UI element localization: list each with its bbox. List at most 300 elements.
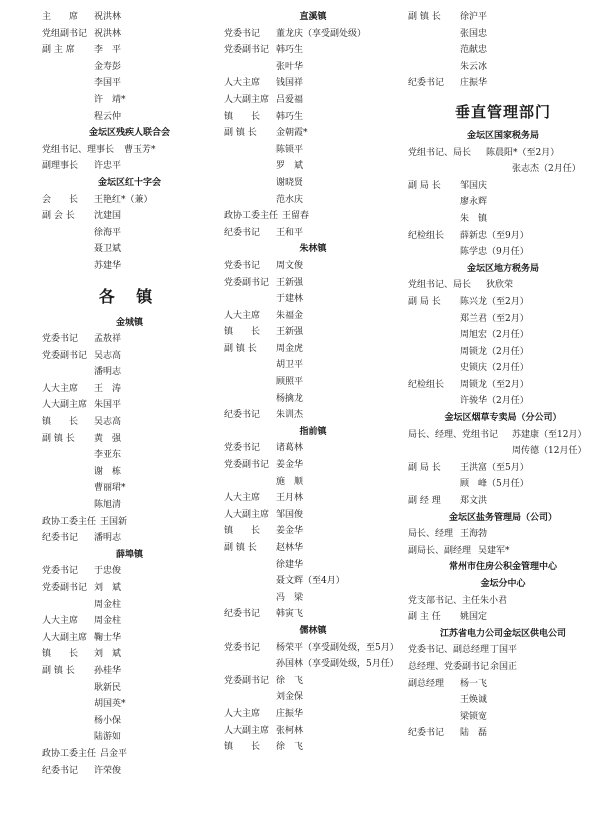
entry-row [408,294,598,311]
entry-row [42,26,217,43]
entry-row [408,75,598,92]
entry-row [42,514,217,531]
person-name: 张国忠 [460,28,488,39]
person-name: 范水庆 [276,194,304,205]
person-name: 余国正 [490,661,518,672]
entry-row [224,606,402,623]
position-label: 人大主席 [224,310,261,321]
entry-row [42,364,217,381]
person-name: 徐建华 [276,559,304,570]
position-label: 党委书记 [224,443,261,454]
entry-row [408,42,598,59]
section-heading: 朱林镇 [299,244,327,255]
person-name: 姜金华 [276,526,304,537]
entry-row [408,609,598,626]
entry-row [224,474,402,491]
person-name: 庄振华 [276,708,304,719]
person-name: 曹丽珺* [94,483,126,494]
entry-row [408,593,598,610]
position-label: 主 席 [42,12,79,22]
entry-row [408,476,598,493]
person-name: 周文俊 [276,260,304,271]
entry-row [408,543,598,560]
person-name: 韩寅飞 [276,609,304,620]
entry-row [42,158,217,175]
position-label: 党委书记、副总经理 [408,645,490,656]
section-heading: 金坛区红十字会 [97,177,161,188]
position-label: 副 主 席 [42,45,75,56]
entry-row [224,590,402,607]
entry-row [224,275,402,292]
entry-row [408,327,598,344]
entry-row [42,630,217,647]
entry-row [224,357,402,374]
person-name: 李亚东 [94,450,122,461]
entry-row [224,573,402,590]
position-label: 局长、经理、党组书记 [408,429,499,440]
position-label: 党委书记 [224,260,261,271]
person-name: 朱福金 [276,310,304,321]
person-name: 许 靖* [94,94,126,105]
person-name: 杨小保 [94,715,122,726]
person-name: 周锁龙（2月任） [460,346,529,357]
person-name: 刘 斌 [94,649,122,660]
person-name: 范献忠 [460,45,488,56]
entry-row [408,311,598,328]
entry-row [42,646,217,663]
person-name: 丁国平 [490,645,518,656]
person-name: 史锁庆（2月任） [460,363,529,374]
person-name: 罗 斌 [276,161,304,172]
person-name: 邹国庆 [460,180,488,191]
position-label: 纪委书记 [224,609,261,620]
entry-row [224,656,402,673]
entry-row [224,640,402,657]
person-name: 许骏华（2月任） [460,396,529,407]
entry-row [42,92,217,109]
section-heading: 金坛区地方税务局 [466,263,539,274]
entry-row [42,109,217,126]
entry-row [408,427,598,444]
person-name: 周金柱 [94,616,122,627]
position-label: 副 镇 长 [408,12,441,22]
person-name: 吕爱福 [276,94,304,105]
position-label: 政协工委主任 [224,211,279,222]
entry-row [408,493,598,510]
position-label: 副 会 长 [42,211,75,222]
entry-row [42,59,217,76]
position-label: 人大主席 [224,493,261,504]
entry-row [408,228,598,245]
entry-row [408,659,598,676]
person-name: 姜金华 [276,460,304,471]
person-name: 聂卫斌 [94,244,122,255]
entry-row [224,208,402,225]
entry-row [224,92,402,109]
person-name: 聂文辉（至4月） [276,576,345,587]
person-name: 杨一飞 [460,678,488,689]
section-heading: 金坛分中心 [480,579,526,589]
section-heading: 指前镇 [299,426,327,437]
entry-row [42,447,217,464]
person-name: 张志杰（2月任） [512,164,581,175]
position-label: 副局长、副经理 [408,545,472,556]
person-name: 潘明志 [94,367,122,378]
entry-row [224,391,402,408]
position-label: 总经理、党委副书记 [408,661,490,672]
position-label: 党委副书记 [224,277,270,288]
person-name: 陈学忠（9月任） [460,247,529,258]
entry-row [224,75,402,92]
person-name: 韩巧生 [276,45,304,56]
position-label: 副 主 任 [408,612,441,623]
person-name: 朱小君 [480,595,508,606]
person-name: 黄 强 [94,433,122,444]
person-name: 王洪富（至5月） [460,462,529,473]
person-name: 潘明志 [94,533,122,544]
position-label: 党组副书记 [42,28,88,39]
person-name: 庄振华 [460,78,488,89]
entry-row [408,344,598,361]
person-name: 朱国平 [94,400,122,411]
position-label: 党委书记 [42,566,79,577]
entry-row [224,42,402,59]
entry-row [224,308,402,325]
entry-row [224,689,402,706]
entry-row [42,397,217,414]
entry-row [408,161,598,178]
person-name: 刘金保 [276,692,304,703]
entry-row [224,457,402,474]
person-name: 顾照平 [276,377,304,388]
entry-row [42,763,217,780]
entry-row [42,9,217,26]
section-heading: 儒林镇 [299,625,327,636]
column-middle [224,9,402,756]
entry-row [42,381,217,398]
person-name: 施 顺 [276,476,304,487]
entry-row [408,360,598,377]
entry-row [42,348,217,365]
person-name: 周金虎 [276,343,304,354]
position-label: 党委书记 [224,642,261,653]
person-name: 朱 镇 [460,213,488,224]
position-label: 副理事长 [42,161,79,172]
position-label: 人大主席 [42,616,79,627]
person-name: 谢 栋 [94,466,122,477]
person-name: 曹玉芳* [124,144,156,155]
position-label: 党委副书记 [224,460,270,471]
person-name: 钱国祥 [276,78,304,89]
position-label: 副 镇 长 [42,665,75,676]
entry-row [224,109,402,126]
entry-row [224,507,402,524]
entry-row [408,443,598,460]
major-section-title: 各 镇 [98,286,161,306]
position-label: 副 局 长 [408,180,441,191]
position-label: 副总经理 [408,678,445,689]
person-name: 程云仲 [94,111,122,122]
position-label: 人大副主席 [224,94,270,105]
position-label: 纪委书记 [42,765,79,776]
person-name: 赵林华 [276,543,304,553]
entry-row [42,75,217,92]
position-label: 党委副书记 [42,583,88,593]
entry-row [42,258,217,275]
position-label: 党组书记、局长 [408,280,472,291]
person-name: 徐沪平 [460,12,488,22]
person-name: 鞠士华 [94,632,122,643]
entry-row [42,225,217,242]
person-name: 吴建军* [478,545,510,556]
person-name: 姚国定 [460,612,488,623]
entry-row [42,680,217,697]
entry-row [408,59,598,76]
position-label: 纪检组长 [408,230,445,241]
position-label: 政协工委主任 [42,748,97,759]
person-name: 王 涛 [94,383,122,394]
entry-row [408,277,598,294]
entry-row [42,431,217,448]
entry-row [42,208,217,225]
person-name: 许荣俊 [94,765,122,776]
person-name: 孙国林（享受副处级，5月任） [276,659,399,670]
column-right [408,9,598,742]
person-name: 李国平 [94,78,122,89]
person-name: 郑文洪 [460,496,488,507]
column-left [42,9,217,779]
person-name: 周金柱 [94,599,122,610]
person-name: 王留春 [282,211,310,222]
section-heading: 薛埠镇 [115,549,143,560]
position-label: 局长、经理 [408,529,454,540]
person-name: 顾 峰（5月任） [460,479,529,490]
person-name: 陆游如 [94,732,122,743]
person-name: 胡卫平 [276,360,304,371]
person-name: 许忠平 [94,161,122,172]
position-label: 党委书记 [224,28,261,39]
position-label: 镇 长 [224,111,261,122]
position-label: 党委书记 [42,334,79,345]
person-name: 吕金平 [100,748,128,759]
entry-row [408,26,598,43]
person-name: 徐海平 [94,227,122,238]
position-label: 纪检组长 [408,379,445,390]
position-label: 人大副主席 [42,632,88,643]
section-heading: 金坛区烟草专卖局（分公司） [444,413,562,424]
person-name: 孙桂华 [94,665,122,676]
position-label: 党委副书记 [224,45,270,56]
position-label: 副 经 理 [408,496,441,507]
person-name: 苏建华 [94,260,122,271]
person-name: 廖永辉 [460,197,488,208]
entry-row [224,142,402,159]
entry-row [42,464,217,481]
entry-row [42,613,217,630]
person-name: 金寿彭 [94,61,122,72]
person-name: 邹国俊 [276,509,304,520]
entry-row [224,291,402,308]
person-name: 朱训杰 [276,410,304,421]
person-name: 谢晓贤 [276,177,304,188]
entry-row [224,440,402,457]
entry-row [224,125,402,142]
position-label: 纪委书记 [224,227,261,238]
position-label: 党组书记、局长 [408,147,472,158]
entry-row [224,324,402,341]
person-name: 沈建国 [94,211,122,222]
person-name: 王海勃 [460,529,488,540]
entry-row [224,341,402,358]
section-heading: 江苏省电力公司金坛区供电公司 [439,628,566,639]
entry-row [224,673,402,690]
entry-row [224,374,402,391]
entry-row [42,597,217,614]
entry-row [408,692,598,709]
entry-row [224,225,402,242]
entry-row [408,460,598,477]
position-label: 副 镇 长 [224,128,257,139]
position-label: 纪委书记 [408,728,445,739]
entry-row [42,142,217,159]
entry-row [42,192,217,209]
position-label: 镇 长 [224,742,261,753]
person-name: 刘 斌 [94,583,122,593]
person-name: 陆 磊 [460,728,488,739]
entry-row [224,523,402,540]
entry-row [224,407,402,424]
person-name: 郑兰君（至2月） [460,313,529,324]
position-label: 纪委书记 [408,78,445,89]
position-label: 人大主席 [42,383,79,394]
entry-row [224,192,402,209]
entry-row [408,642,598,659]
position-label: 人大主席 [224,78,261,89]
person-name: 王新强 [276,327,304,338]
entry-row [224,557,402,574]
person-name: 李 平 [94,45,122,56]
person-name: 徐 飞 [276,675,304,686]
entry-row [408,526,598,543]
section-heading: 常州市住房公积金管理中心 [448,562,557,573]
entry-row [42,241,217,258]
entry-row [42,713,217,730]
person-name: 韩巧生 [276,111,304,122]
position-label: 镇 长 [42,649,79,660]
entry-row [408,709,598,726]
position-label: 人大副主席 [224,509,270,520]
position-label: 副 局 长 [408,296,441,307]
position-label: 副 镇 长 [224,343,257,354]
person-name: 王艳红*（兼） [94,194,153,205]
entry-row [408,377,598,394]
section-heading: 直溪镇 [299,12,327,22]
person-name: 周旭宏（2月任） [460,330,529,341]
person-name: 孟敖祥 [94,334,122,345]
person-name: 吴志高 [94,350,122,361]
person-name: 董龙庆（享受副处级） [276,28,367,39]
person-name: 王新强 [276,277,304,288]
position-label: 政协工委主任 [42,516,97,527]
person-name: 杨荣平（享受副处级，至5月） [276,642,399,653]
section-heading: 金坛区国家税务局 [466,130,539,141]
entry-row [42,729,217,746]
person-name: 陈兴龙（至2月） [460,296,529,307]
entry-row [408,145,598,162]
person-name: 张叶华 [276,61,304,72]
entry-row [224,706,402,723]
position-label: 纪委书记 [224,410,261,421]
position-label: 副 镇 长 [224,543,257,553]
entry-row [42,580,217,597]
person-name: 朱云冰 [460,61,488,72]
entry-row [224,739,402,756]
person-name: 祝洪林 [94,12,122,22]
entry-row [42,696,217,713]
entry-row [408,194,598,211]
position-label: 人大主席 [224,708,261,719]
entry-row [408,9,598,26]
entry-row [42,497,217,514]
position-label: 党委副书记 [42,350,88,361]
person-name: 梁锁宽 [460,711,488,722]
person-name: 冯 梁 [276,592,304,603]
entry-row [224,258,402,275]
position-label: 人大副主席 [224,725,270,736]
person-name: 张柯林 [276,725,304,736]
person-name: 周传德（12月任） [512,446,587,457]
position-label: 党委副书记 [224,675,270,686]
major-section-title: 垂直管理部门 [454,102,551,121]
person-name: 徐 飞 [276,742,304,753]
entry-row [42,563,217,580]
entry-row [224,175,402,192]
position-label: 人大副主席 [42,400,88,411]
person-name: 诸葛林 [276,443,304,454]
entry-row [42,663,217,680]
person-name: 周锁龙（至2月） [460,379,529,390]
person-name: 胡国英* [94,699,126,710]
person-name: 王月林 [276,493,304,504]
section-heading: 金坛区盐务管理局（公司） [448,512,557,523]
person-name: 杨擒龙 [276,393,304,404]
entry-row [42,42,217,59]
person-name: 苏建康（至12月） [512,429,587,440]
entry-row [408,211,598,228]
person-name: 薛新忠（至9月） [460,230,529,241]
position-label: 镇 长 [42,417,79,428]
section-heading: 金坛区残疾人联合会 [88,128,170,139]
position-label: 纪委书记 [42,533,79,544]
entry-row [224,490,402,507]
entry-row [224,723,402,740]
section-heading: 金城镇 [115,317,143,328]
entry-row [42,746,217,763]
person-name: 王和平 [276,227,304,238]
entry-row [224,158,402,175]
entry-row [408,393,598,410]
person-name: 吴志高 [94,417,122,428]
person-name: 王焕诚 [460,695,488,706]
position-label: 会 长 [42,194,79,205]
position-label: 副 镇 长 [42,433,75,444]
entry-row [408,244,598,261]
person-name: 陈旭清 [94,500,122,511]
entry-row [42,480,217,497]
position-label: 党组书记、理事长 [42,144,115,155]
person-name: 金朝霞* [276,128,308,139]
person-name: 于建林 [276,294,304,305]
